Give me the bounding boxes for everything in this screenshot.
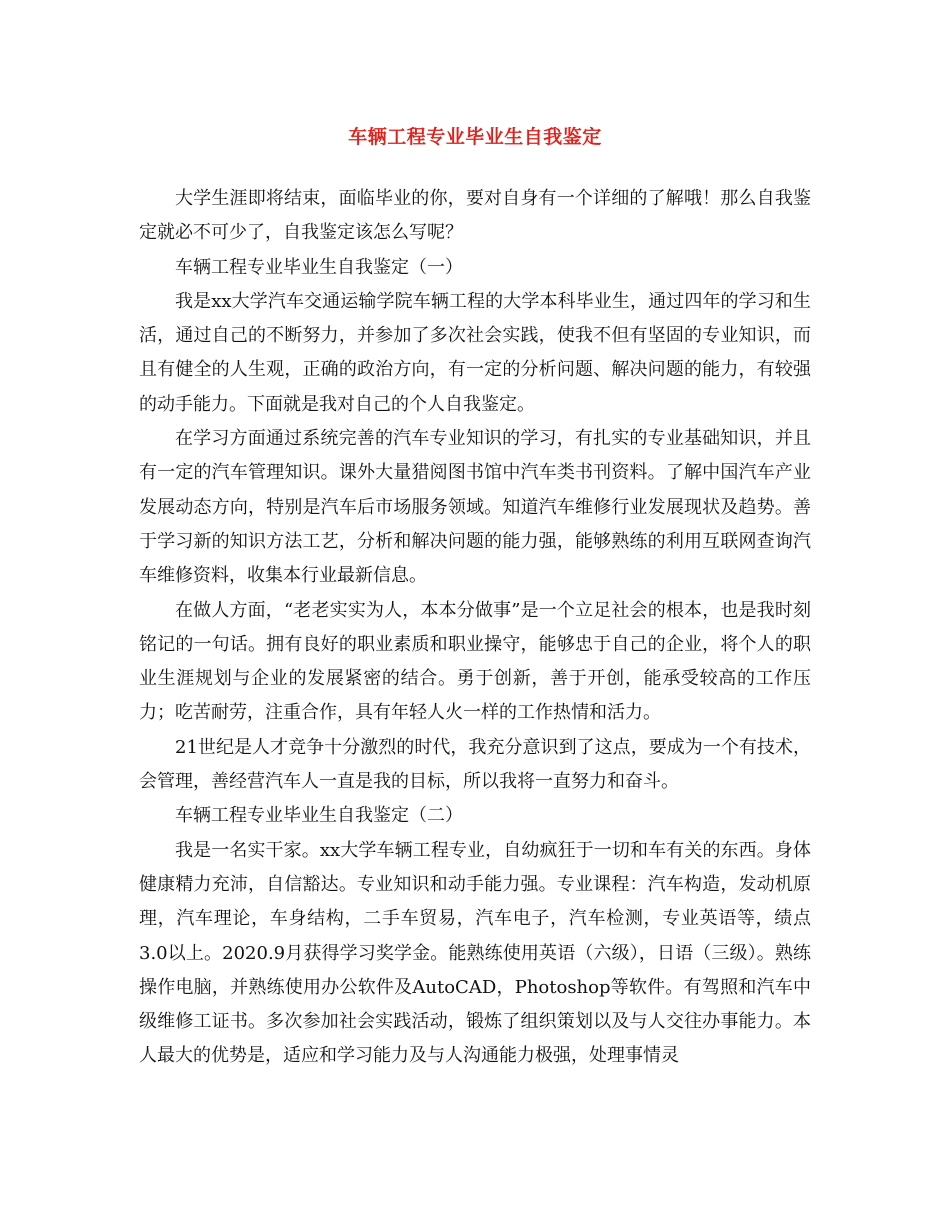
paragraph-2-1: 我是一名实干家。xx大学车辆工程专业，自幼疯狂于一切和车有关的东西。身体健康精力充沛，自信豁达。专业知识和动手能力强。专业课程：汽车构造，发动机原理，汽车理论，车身结构，二手车贸易，汽车电子，汽车检测，专业英语等，绩点3.0以上。2020.9月获得学习奖学金。能熟练使用英语（六级），日语（三级）。熟练操作电脑，并熟练使用办公软件及AutoCAD，Photoshop等软件。有驾照和汽车中级维修工证书。多次参加社会实践活动，锻炼了组织策划以及与人交往办事能力。本人最大的优势是，适应和学习能力及与人沟通能力极强，处理事情灵: [139, 839, 811, 1067]
paragraph-1-2: 在学习方面通过系统完善的汽车专业知识的学习，有扎实的专业基础知识，并且有一定的汽车管理知识。课外大量猎阅图书馆中汽车类书刊资料。了解中国汽车产业发展动态方向，特别是汽车后市场服务领域。知道汽车维修行业发展现状及趋势。善于学习新的知识方法工艺，分析和解决问题的能力强，能够熟练的利用互联网查询汽车维修资料，收集本行业最新信息。: [139, 428, 811, 587]
section-heading-2: 车辆工程专业毕业生自我鉴定（二）: [175, 805, 463, 827]
paragraph-intro: 大学生涯即将结束，面临毕业的你，要对自身有一个详细的了解哦！那么自我鉴定就必不可少了，自我鉴定该怎么写呢？: [139, 188, 811, 244]
document-body: [139, 182, 811, 1074]
paragraph-1-3: 在做人方面，“老老实实为人，本本分做事”是一个立足社会的根本，也是我时刻铭记的一句话。拥有良好的职业素质和职业操守，能够忠于自己的企业，将个人的职业生涯规划与企业的发展紧密的结合。勇于创新，善于开创，能承受较高的工作压力；吃苦耐劳，注重合作，具有年轻人火一样的工作热情和活力。: [139, 599, 811, 724]
paragraph-1-4: 21世纪是人才竞争十分激烈的时代，我充分意识到了这点，要成为一个有技术，会管理，善经营汽车人一直是我的目标，所以我将一直努力和奋斗。: [139, 736, 811, 793]
section-heading-1: 车辆工程专业毕业生自我鉴定（一）: [175, 256, 463, 278]
document-title: 车辆工程专业毕业生自我鉴定: [348, 126, 602, 148]
paragraph-1-1: 我是xx大学汽车交通运输学院车辆工程的大学本科毕业生，通过四年的学习和生活，通过自己的不断努力，并参加了多次社会实践，使我不但有坚固的专业知识，而且有健全的人生观，正确的政治方向，有一定的分析问题、解决问题的能力，有较强的动手能力。下面就是我对自己的个人自我鉴定。: [139, 290, 811, 415]
